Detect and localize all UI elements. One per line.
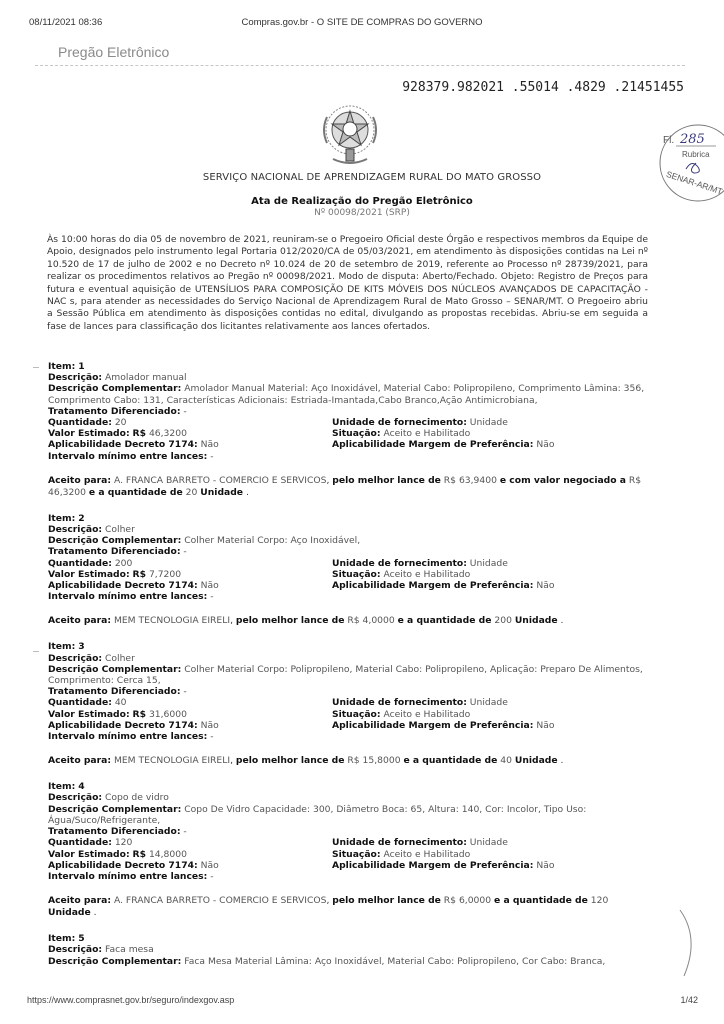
situacao-label: Situação: [332, 848, 381, 860]
rubrica-stamp [658, 123, 724, 203]
descricao-label: Descrição: [48, 944, 103, 956]
currency-label: R$ [132, 568, 147, 580]
stamp-rubrica-label: Rubrica [682, 150, 710, 159]
quantidade-label: Quantidade: [48, 557, 112, 569]
quantidade-aceita-value: 200 [494, 615, 512, 627]
document-code: 928379.982021 .55014 .4829 .21451455 [402, 80, 684, 95]
margem-value: Não [536, 439, 555, 451]
margin-bracket [660, 908, 700, 980]
unidade-label: Unidade [200, 486, 244, 498]
decreto-value: Não [200, 439, 219, 451]
stamp-fl-number: 285 [680, 132, 705, 147]
situacao-value: Aceito e Habilitado [383, 708, 471, 720]
currency-label: R$ [132, 708, 147, 720]
unidade-fornecimento-label: Unidade de fornecimento: [332, 557, 467, 569]
aceito-para-statement: Aceito para: MEM TECNOLOGIA EIRELI, pelo melhor lance de R$ 4,0000 e a quantidade de 200 Unidade . [48, 615, 564, 627]
intervalo-value: - [210, 731, 214, 743]
margin-mark [33, 651, 39, 652]
tratamento-value: - [183, 546, 187, 558]
melhor-lance-value: R$ 6,0000 [443, 895, 492, 907]
stamp-fl-label: Fl. [663, 135, 675, 146]
quantidade-label: Quantidade: [48, 417, 112, 429]
unidade-fornecimento-value: Unidade [469, 417, 508, 429]
tratamento-value: - [183, 686, 187, 698]
browser-header-title: Compras.gov.br - O SITE DE COMPRAS DO GOVERNO [241, 17, 483, 28]
tratamento-value: - [183, 405, 187, 417]
margem-label: Aplicabilidade Margem de Preferência: [332, 859, 534, 871]
unidade-fornecimento-value: Unidade [469, 697, 508, 709]
melhor-lance-label: pelo melhor lance de [235, 615, 345, 627]
situacao-value: Aceito e Habilitado [383, 428, 471, 440]
item-block [48, 361, 648, 499]
aceito-para-label: Aceito para: [48, 474, 112, 486]
item-number: 4 [78, 781, 85, 793]
descricao-value: Copo de vidro [105, 792, 169, 804]
unidade-fornecimento-value: Unidade [469, 557, 508, 569]
item-label: Item: [48, 781, 76, 793]
item-number: 2 [78, 512, 85, 524]
quantidade-aceita-label: e a quantidade de [397, 615, 492, 627]
item-field-row [48, 849, 648, 860]
descricao-value: Colher [105, 652, 135, 664]
intervalo-value: - [210, 450, 214, 462]
decreto-value: Não [200, 719, 219, 731]
supplier-name: MEM TECNOLOGIA EIRELI [113, 755, 231, 767]
item-field-row [48, 580, 648, 591]
quantidade-value: 20 [114, 417, 127, 429]
margem-value: Não [536, 580, 555, 592]
item-field-row [48, 697, 648, 708]
situacao-label: Situação: [332, 708, 381, 720]
descricao-label: Descrição: [48, 372, 103, 384]
unidade-fornecimento-value: Unidade [469, 837, 508, 849]
quantidade-value: 200 [114, 557, 133, 569]
intervalo-label: Intervalo mínimo entre lances: [48, 731, 208, 743]
quantidade-value: 40 [114, 697, 127, 709]
supplier-name: A. FRANCA BARRETO - COMERCIO E SERVICOS [113, 895, 327, 907]
descricao-value: Faca mesa [105, 944, 154, 956]
descricao-complementar-label: Descrição Complementar: [48, 383, 182, 395]
valor-estimado-value: 31,6000 [148, 708, 187, 720]
valor-estimado-label: Valor Estimado: [48, 848, 130, 860]
item-field-row [48, 860, 648, 871]
margem-label: Aplicabilidade Margem de Preferência: [332, 439, 534, 451]
melhor-lance-value: R$ 63,9400 [443, 474, 497, 486]
item-number: 5 [78, 933, 85, 945]
item-field-row [48, 837, 648, 848]
currency-label: R$ [132, 848, 147, 860]
descricao-label: Descrição: [48, 524, 103, 536]
melhor-lance-value: R$ 15,8000 [347, 755, 401, 767]
descricao-complementar-label: Descrição Complementar: [48, 955, 182, 967]
currency-label: R$ [132, 428, 147, 440]
item-block [48, 933, 648, 967]
item-field-row [48, 417, 648, 428]
aceito-para-statement: Aceito para: A. FRANCA BARRETO - COMERCIO E SERVICOS, pelo melhor lance de R$ 63,9400 e com valor negociado a R$ 46,3200 e a quantidade de 20 Unidade . [48, 474, 642, 498]
margem-value: Não [536, 719, 555, 731]
item-label: Item: [48, 512, 76, 524]
descricao-complementar-label: Descrição Complementar: [48, 663, 182, 675]
decreto-label: Aplicabilidade Decreto 7174: [48, 859, 198, 871]
tratamento-label: Tratamento Diferenciado: [48, 405, 181, 417]
unidade-fornecimento-label: Unidade de fornecimento: [332, 837, 467, 849]
descricao-complementar-value: Amolador Manual Material: Aço Inoxidável, Material Cabo: Polipropileno, Comprimento Lâmina: 356, Comprimento Cabo: 131, Características Adicionais: Estriada-Imantada,Cabo Branco,Ação Antimicrobiana, [48, 383, 645, 406]
quantidade-label: Quantidade: [48, 837, 112, 849]
valor-estimado-label: Valor Estimado: [48, 568, 130, 580]
item-block [48, 781, 648, 919]
aceito-para-label: Aceito para: [48, 755, 112, 767]
margin-mark [33, 367, 39, 368]
situacao-value: Aceito e Habilitado [383, 848, 471, 860]
situacao-label: Situação: [332, 568, 381, 580]
supplier-name: A. FRANCA BARRETO - COMERCIO E SERVICOS [113, 474, 327, 486]
decreto-label: Aplicabilidade Decreto 7174: [48, 580, 198, 592]
descricao-value: Colher [105, 524, 135, 536]
valor-negociado-label: e com valor negociado a [499, 474, 626, 486]
descricao-label: Descrição: [48, 792, 103, 804]
aceito-para-label: Aceito para: [48, 895, 112, 907]
situacao-value: Aceito e Habilitado [383, 568, 471, 580]
coat-of-arms-icon [313, 97, 387, 169]
descricao-value: Amolador manual [105, 372, 187, 384]
items-list [48, 361, 648, 981]
melhor-lance-value: R$ 4,0000 [347, 615, 395, 627]
descricao-complementar-value: Faca Mesa Material Lâmina: Aço Inoxidável, Material Cabo: Polipropileno, Cor Cabo: Branca, [184, 955, 606, 967]
quantidade-aceita-label: e a quantidade de [88, 486, 183, 498]
margem-label: Aplicabilidade Margem de Preferência: [332, 719, 534, 731]
quantidade-aceita-value: 20 [185, 486, 198, 498]
unidade-label: Unidade [514, 615, 558, 627]
melhor-lance-label: pelo melhor lance de [332, 895, 441, 907]
ata-number: Nº 00098/2021 (SRP) [314, 208, 410, 218]
item-field-row [48, 428, 648, 439]
tratamento-label: Tratamento Diferenciado: [48, 546, 181, 558]
browser-header-datetime: 08/11/2021 08:36 [29, 17, 103, 28]
decreto-label: Aplicabilidade Decreto 7174: [48, 439, 198, 451]
item-block [48, 513, 648, 628]
melhor-lance-label: pelo melhor lance de [235, 755, 345, 767]
margem-label: Aplicabilidade Margem de Preferência: [332, 580, 534, 592]
item-field-row [48, 569, 648, 580]
footer-page-number: 1/42 [680, 995, 698, 1005]
valor-estimado-value: 7,7200 [148, 568, 182, 580]
intervalo-label: Intervalo mínimo entre lances: [48, 591, 208, 603]
intro-paragraph: Às 10:00 horas do dia 05 de novembro de 2021, reuniram-se o Pregoeiro Oficial deste Órgão e respectivos membros da Equipe de Apoio, designados pelo instrumento legal Portaria 012/2020/CA de 05/03/2021, em atendimento às disposições contidas na Lei nº 10.520 de 17 de julho de 2002 e no Decreto nº 10.024 de 20 de setembro de 2019, referente ao Processo nº 28739/2021, para realizar os procedimentos relativos ao Pregão nº 00098/2021. Modo de disputa: Aberto/Fechado. Objeto: Registro de Preços para futura e eventual aquisição de UTENSÍLIOS PARA COMPOSIÇÃO DE KITS MÓVEIS DOS NÚCLEOS AVANÇADOS DE CAPACITAÇÃO - NAC s, para atender as necessidades do Serviço Nacional de Aprendizagem Rural de Mato Grosso – SENAR/MT. O Pregoeiro abriu a Sessão Pública em atendimento às disposições contidas no edital, divulgando as propostas recebidas. Abriu-se em seguida a fase de lances para classificação dos licitantes relativamente aos lances ofertados. [47, 234, 648, 332]
stamp-org: SENAR-AR/MT [665, 168, 724, 197]
aceito-para-statement: Aceito para: MEM TECNOLOGIA EIRELI, pelo melhor lance de R$ 15,8000 e a quantidade de 40 Unidade . [48, 755, 564, 767]
unidade-label: Unidade [48, 907, 91, 919]
quantidade-label: Quantidade: [48, 697, 112, 709]
unidade-label: Unidade [514, 755, 558, 767]
melhor-lance-label: pelo melhor lance de [332, 474, 441, 486]
supplier-name: MEM TECNOLOGIA EIRELI [113, 615, 231, 627]
intervalo-value: - [210, 870, 214, 882]
item-label: Item: [48, 641, 76, 653]
valor-estimado-value: 46,3200 [148, 428, 187, 440]
item-field-row [48, 720, 648, 731]
ata-title: Ata de Realização do Pregão Eletrônico [251, 196, 473, 207]
quantidade-aceita-label: e a quantidade de [403, 755, 498, 767]
item-label: Item: [48, 933, 76, 945]
item-field-row [48, 558, 648, 569]
descricao-label: Descrição: [48, 652, 103, 664]
heading-divider [35, 65, 685, 66]
unidade-fornecimento-label: Unidade de fornecimento: [332, 417, 467, 429]
quantidade-aceita-label: e a quantidade de [494, 895, 588, 907]
decreto-value: Não [200, 859, 219, 871]
intervalo-label: Intervalo mínimo entre lances: [48, 450, 208, 462]
item-number: 1 [78, 361, 85, 372]
quantidade-aceita-value: 40 [500, 755, 512, 767]
situacao-label: Situação: [332, 428, 381, 440]
item-field-row [48, 439, 648, 450]
valor-negociado-value: R$ 46,3200 [48, 474, 642, 498]
intervalo-label: Intervalo mínimo entre lances: [48, 870, 208, 882]
page-heading: Pregão Eletrônico [58, 44, 170, 60]
quantidade-value: 120 [114, 837, 133, 849]
aceito-para-label: Aceito para: [48, 615, 112, 627]
aceito-para-statement: Aceito para: A. FRANCA BARRETO - COMERCIO E SERVICOS, pelo melhor lance de R$ 6,0000 e a quantidade de 120 Unidade . [48, 895, 609, 919]
item-field-row [48, 709, 648, 720]
descricao-complementar-label: Descrição Complementar: [48, 803, 182, 815]
tratamento-value: - [183, 826, 187, 838]
descricao-complementar-label: Descrição Complementar: [48, 535, 182, 547]
tratamento-label: Tratamento Diferenciado: [48, 826, 181, 838]
item-label: Item: [48, 361, 76, 372]
tratamento-label: Tratamento Diferenciado: [48, 686, 181, 698]
item-number: 3 [78, 641, 85, 653]
quantidade-aceita-value: 120 [590, 895, 609, 907]
footer-url: https://www.comprasnet.gov.br/seguro/indexgov.asp [27, 995, 235, 1005]
unidade-fornecimento-label: Unidade de fornecimento: [332, 697, 467, 709]
decreto-value: Não [200, 580, 219, 592]
descricao-complementar-value: Colher Material Corpo: Aço Inoxidável, [184, 535, 361, 547]
valor-estimado-value: 14,8000 [148, 848, 187, 860]
valor-estimado-label: Valor Estimado: [48, 428, 130, 440]
organization-name: SERVIÇO NACIONAL DE APRENDIZAGEM RURAL DO MATO GROSSO [202, 172, 542, 183]
intervalo-value: - [210, 591, 214, 603]
decreto-label: Aplicabilidade Decreto 7174: [48, 719, 198, 731]
margem-value: Não [536, 859, 555, 871]
descricao-complementar-value: Copo De Vidro Capacidade: 300, Diâmetro Boca: 65, Altura: 140, Cor: Incolor, Tipo Uso: Água/Suco/Refrigerante, [48, 803, 587, 826]
item-block [48, 641, 648, 767]
valor-estimado-label: Valor Estimado: [48, 708, 130, 720]
descricao-complementar-value: Colher Material Corpo: Polipropileno, Material Cabo: Polipropileno, Aplicação: Preparo De Alimentos, Comprimento: Cerca 15, [48, 663, 643, 687]
